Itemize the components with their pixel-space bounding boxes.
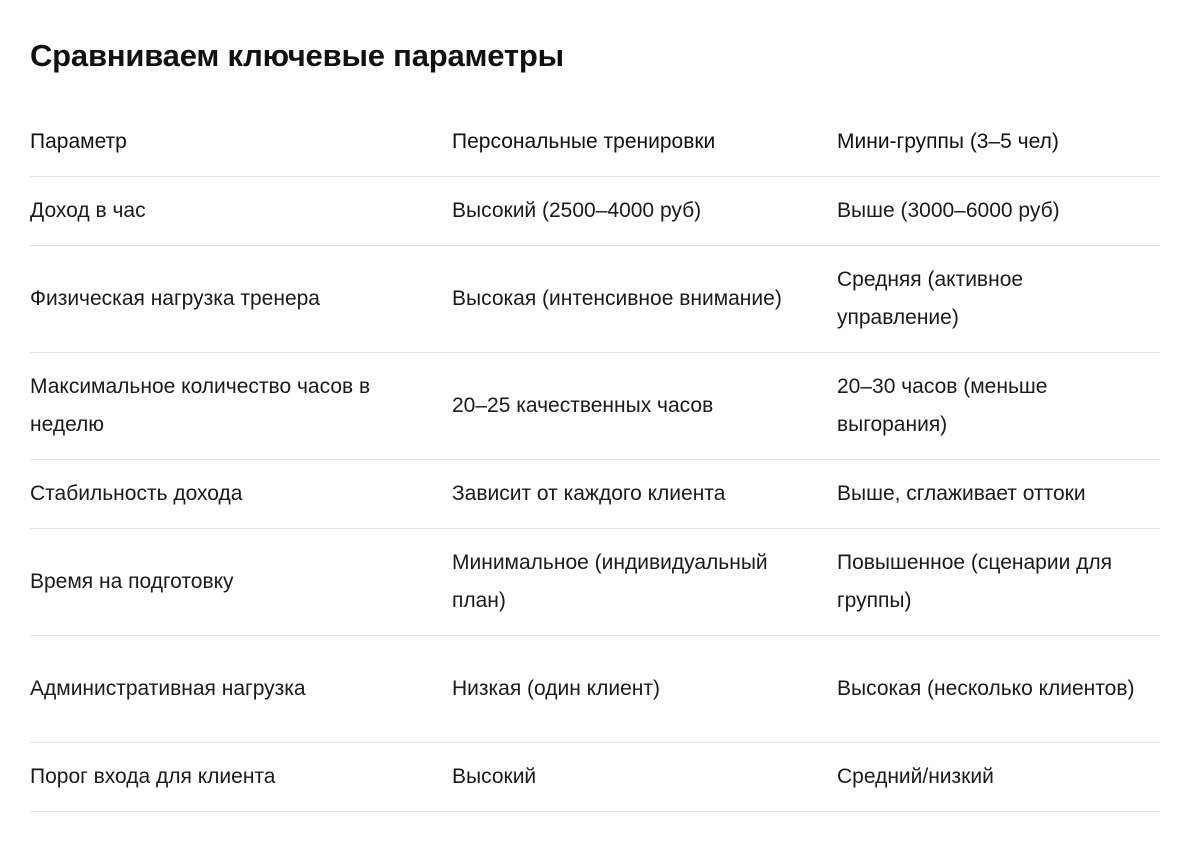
table-row	[30, 353, 1160, 460]
table-cell: Доход в час	[30, 199, 146, 222]
table-cell: Время на подготовку	[30, 570, 234, 593]
table-cell: Административная нагрузка	[30, 677, 306, 700]
table-cell: Максимальное количество часов в неделю	[30, 375, 371, 436]
header-cell-mini-groups: Мини-группы (3–5 чел)	[837, 130, 1059, 153]
table-cell: Высокая (несколько клиентов)	[837, 677, 1135, 700]
table-header-row	[30, 108, 1160, 177]
table-cell: Зависит от каждого клиента	[452, 482, 726, 505]
header-cell-personal: Персональные тренировки	[452, 130, 716, 153]
table-row	[30, 460, 1160, 529]
table-cell: Выше, сглаживает оттоки	[837, 482, 1086, 505]
table-row	[30, 177, 1160, 246]
table-row	[30, 246, 1160, 353]
page-title: Сравниваем ключевые параметры	[30, 38, 564, 73]
table-cell: Высокая (интенсивное внимание)	[452, 287, 782, 310]
table-row	[30, 743, 1160, 812]
table-cell: Повышенное (сценарии для группы)	[837, 551, 1113, 612]
table-cell: Порог входа для клиента	[30, 765, 276, 788]
table-cell: Низкая (один клиент)	[452, 677, 660, 700]
table-cell: Высокий	[452, 765, 537, 788]
table-cell: Выше (3000–6000 руб)	[837, 199, 1060, 222]
table-cell: 20–30 часов (меньше выгорания)	[837, 375, 1048, 436]
table-cell: Средняя (активное управление)	[837, 268, 1024, 329]
header-cell-parameter: Параметр	[30, 130, 127, 153]
table-row	[30, 636, 1160, 743]
table-cell: Высокий (2500–4000 руб)	[452, 199, 702, 222]
table-cell: Минимальное (индивидуальный план)	[452, 551, 768, 612]
comparison-table	[30, 108, 1160, 812]
table-row	[30, 529, 1160, 636]
table-cell: 20–25 качественных часов	[452, 394, 714, 417]
table-cell: Средний/низкий	[837, 765, 994, 788]
table-cell: Стабильность дохода	[30, 482, 243, 505]
table-cell: Физическая нагрузка тренера	[30, 287, 320, 310]
